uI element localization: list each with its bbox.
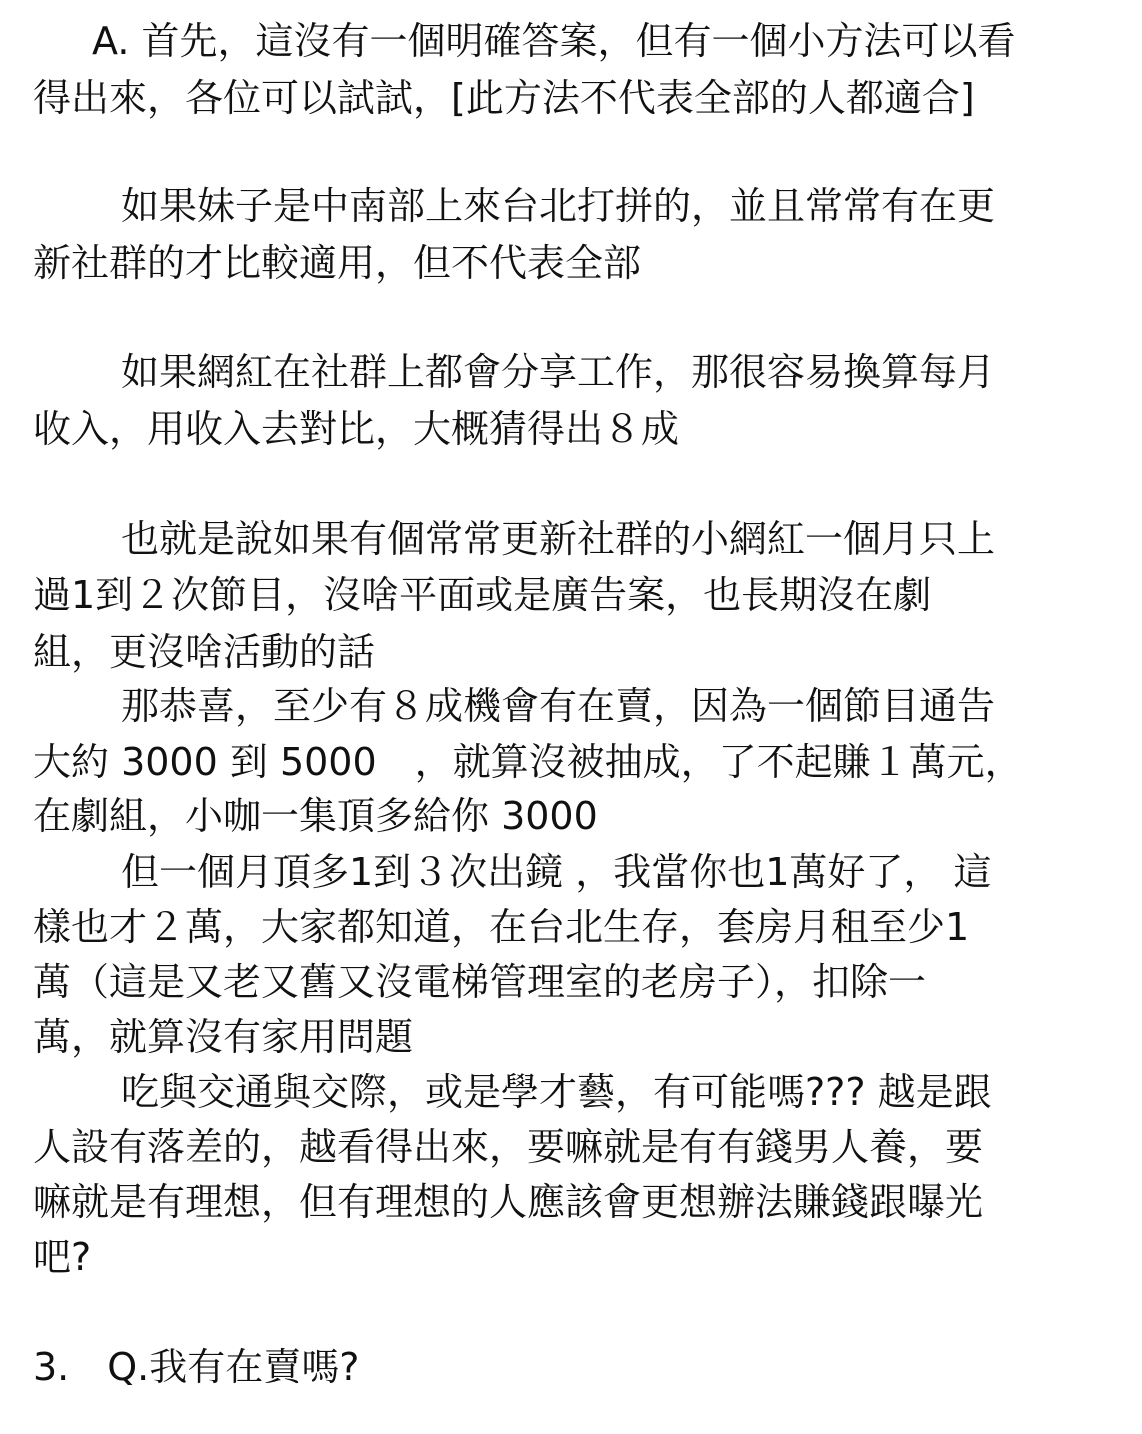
paragraph-c-line-2: 收入，用收入去對比，大概猜得出８成: [33, 407, 680, 451]
paragraph-d-line-3: 組，更沒啥活動的話: [33, 630, 376, 674]
paragraph-g-line-4: 吧?: [33, 1235, 92, 1279]
paragraph-d-line-2: 過1到２次節目，沒啥平面或是廣告案，也長期沒在劇: [33, 573, 932, 617]
paragraph-g-line-3: 嘛就是有理想，但有理想的人應該會更想辦法賺錢跟曝光: [33, 1180, 984, 1224]
paragraph-d-line-1: 也就是說如果有個常常更新社群的小網紅一個月只上: [121, 517, 996, 561]
paragraph-g-line-1: 吃與交通與交際，或是學才藝，有可能嗎??? 越是跟: [121, 1070, 992, 1114]
paragraph-e-line-1: 那恭喜，至少有８成機會有在賣，因為一個節目通告: [121, 684, 996, 728]
paragraph-c-line-1: 如果網紅在社群上都會分享工作，那很容易換算每月: [121, 350, 996, 394]
paragraph-e-line-3: 在劇組，小咖一集頂多給你 3000: [33, 794, 598, 838]
paragraph-a-line-2: 得出來，各位可以試試，[此方法不代表全部的人都適合]: [33, 76, 975, 120]
paragraph-g-line-2: 人設有落差的，越看得出來，要嘛就是有有錢男人養，要: [33, 1125, 984, 1169]
paragraph-f-line-2: 樣也才２萬，大家都知道，在台北生存，套房月租至少1: [33, 905, 970, 949]
paragraph-a-line-1: A. 首先，這沒有一個明確答案，但有一個小方法可以看: [92, 19, 1016, 63]
paragraph-b-line-2: 新社群的才比較適用，但不代表全部: [33, 241, 642, 285]
paragraph-f-line-1: 但一個月頂多1到３次出鏡 ，我當你也1萬好了， 這: [121, 850, 992, 894]
paragraph-f-line-4: 萬，就算沒有家用問題: [33, 1015, 414, 1059]
paragraph-e-line-2: 大約 3000 到 5000 ，就算沒被抽成，了不起賺１萬元，: [33, 740, 1023, 784]
paragraph-b-line-1: 如果妹子是中南部上來台北打拼的，並且常常有在更: [121, 184, 996, 228]
question-heading: 3. Q.我有在賣嗎?: [33, 1345, 360, 1389]
paragraph-f-line-3: 萬（這是又老又舊又沒電梯管理室的老房子），扣除一: [33, 960, 927, 1004]
